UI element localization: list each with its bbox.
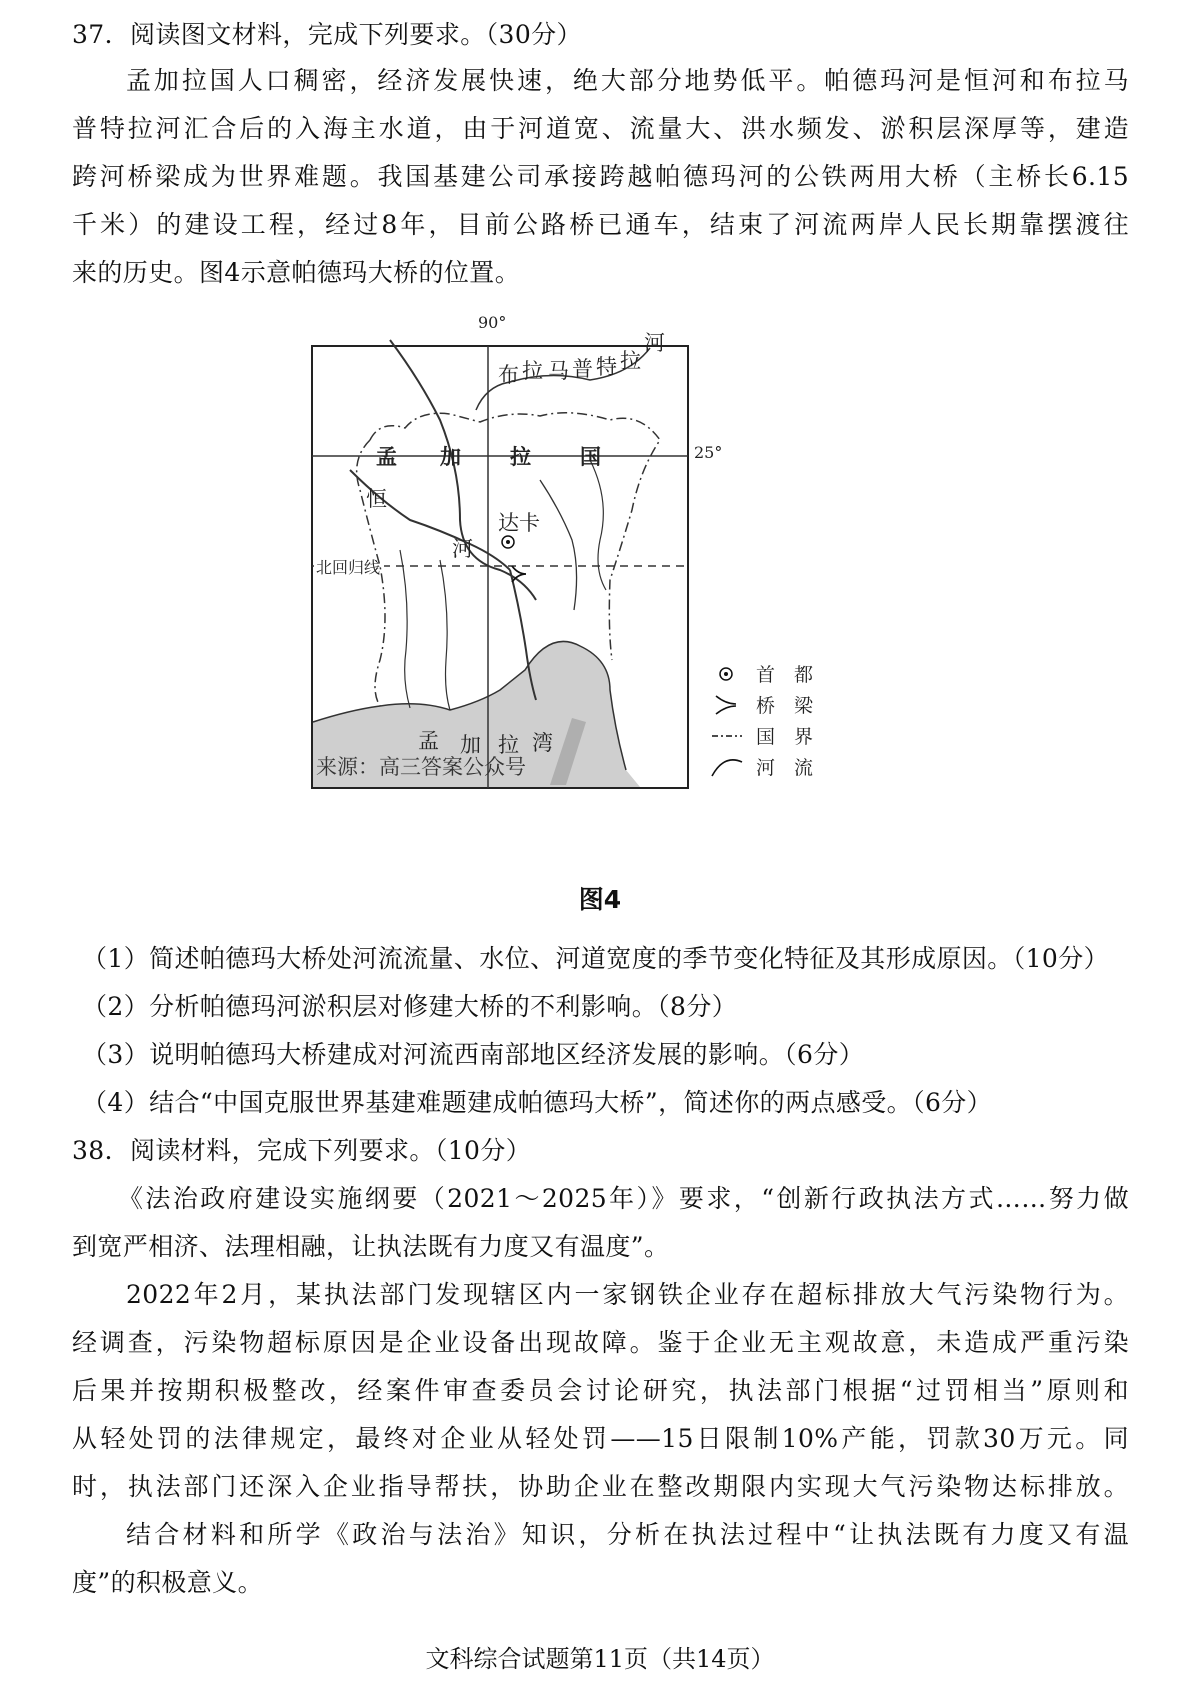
q37-para-line-2: 普特拉河汇合后的入海主水道，由于河道宽、流量大、洪水频发、淤积层深厚等，建造 — [72, 114, 1129, 143]
q37-subquestion-3: （3）说明帕德玛大桥建成对河流西南部地区经济发展的影响。（6分） — [82, 1040, 865, 1069]
map-legend — [712, 664, 814, 779]
dhaka-label: 达卡 — [498, 511, 540, 535]
country-char-4: 国 — [580, 445, 601, 469]
country-char-2: 加 — [440, 445, 461, 469]
legend-bridge-icon — [716, 696, 736, 714]
figure-4-map — [310, 313, 894, 850]
source-watermark: 来源：高三答案公众号 — [316, 755, 526, 779]
bay-char-2: 加 — [460, 733, 481, 757]
q38-para1-line-2: 到宽严相济、法理相融，让执法既有力度又有温度”。 — [72, 1232, 670, 1261]
page-footer: 文科综合试题第11页（共14页） — [425, 1645, 775, 1673]
q37-para-line-3: 跨河桥梁成为世界难题。我国基建公司承接跨越帕德玛河的公铁两用大桥（主桥长6.15 — [72, 162, 1129, 191]
q38-para2-line-3: 后果并按期积极整改，经案件审查委员会讨论研究，执法部门根据“过罚相当”原则和 — [72, 1376, 1129, 1405]
q38-para2-line-5: 时，执法部门还深入企业指导帮扶，协助企业在整改期限内实现大气污染物达标排放。 — [72, 1472, 1129, 1501]
brahmaputra-char-6: 拉 — [620, 349, 641, 373]
q38-para2-line-2: 经调查，污染物超标原因是企业设备出现故障。鉴于企业无主观故意，未造成严重污染 — [72, 1328, 1129, 1357]
legend-capital-dot — [724, 672, 728, 676]
q37-para-line-1: 孟加拉国人口稠密，经济发展快速，绝大部分地势低平。帕德玛河是恒河和布拉马 — [126, 66, 1129, 95]
q38-para2-line-1: 2022年2月，某执法部门发现辖区内一家钢铁企业存在超标排放大气污染物行为。 — [126, 1280, 1129, 1309]
lat-25-label: 25° — [694, 443, 723, 462]
bay-char-1: 孟 — [418, 729, 439, 753]
figure-caption: 图4 — [578, 885, 622, 914]
q37-para-line-5: 来的历史。图4示意帕德玛大桥的位置。 — [72, 258, 521, 287]
q37-subquestion-1: （1）简述帕德玛大桥处河流流量、水位、河道宽度的季节变化特征及其形成原因。（10分） — [82, 944, 1110, 973]
lon-90-label: 90° — [478, 313, 507, 332]
q38-para1-line-1: 《法治政府建设实施纲要（2021～2025年）》要求，“创新行政执法方式……努力做 — [118, 1184, 1129, 1213]
brahmaputra-char-2: 拉 — [522, 359, 543, 383]
q38-para2-line-4: 从轻处罚的法律规定，最终对企业从轻处罚——15日限制10%产能，罚款30万元。同 — [72, 1424, 1129, 1453]
ganges-char-2: 河 — [452, 537, 473, 561]
brahmaputra-char-3: 马 — [548, 359, 569, 383]
q38-para3-line-2: 度”的积极意义。 — [72, 1568, 263, 1597]
legend-capital-label: 首 都 — [756, 664, 814, 686]
q37-title: 37．阅读图文材料，完成下列要求。（30分） — [72, 20, 582, 49]
q38-title: 38．阅读材料，完成下列要求。（10分） — [72, 1136, 532, 1165]
legend-river-label: 河 流 — [756, 757, 814, 779]
brahmaputra-char-5: 特 — [596, 355, 617, 379]
legend-bridge-label: 桥 梁 — [756, 695, 814, 717]
ganges-char-1: 恒 — [366, 487, 387, 511]
country-char-3: 拉 — [510, 445, 531, 469]
q37-subquestion-2: （2）分析帕德玛河淤积层对修建大桥的不利影响。（8分） — [82, 992, 738, 1021]
bay-char-4: 湾 — [532, 731, 553, 755]
brahmaputra-char-4: 普 — [572, 357, 593, 381]
tropic-of-cancer-label: 北回归线 — [316, 558, 381, 577]
bay-char-3: 拉 — [498, 733, 519, 757]
legend-river-icon — [712, 760, 742, 776]
dhaka-capital-dot — [506, 540, 510, 544]
brahmaputra-char-1: 布 — [498, 363, 519, 387]
q38-para3-line-1: 结合材料和所学《政治与法治》知识，分析在执法过程中“让执法既有力度又有温 — [126, 1520, 1129, 1549]
q37-para-line-4: 千米）的建设工程，经过8年，目前公路桥已通车，结束了河流两岸人民长期靠摆渡往 — [72, 210, 1129, 239]
country-char-1: 孟 — [376, 445, 397, 469]
q37-subquestion-4: （4）结合“中国克服世界基建难题建成帕德玛大桥”，简述你的两点感受。（6分） — [82, 1088, 993, 1117]
map-svg — [310, 313, 894, 850]
brahmaputra-char-7: 河 — [644, 331, 665, 355]
legend-border-label: 国 界 — [756, 726, 814, 748]
